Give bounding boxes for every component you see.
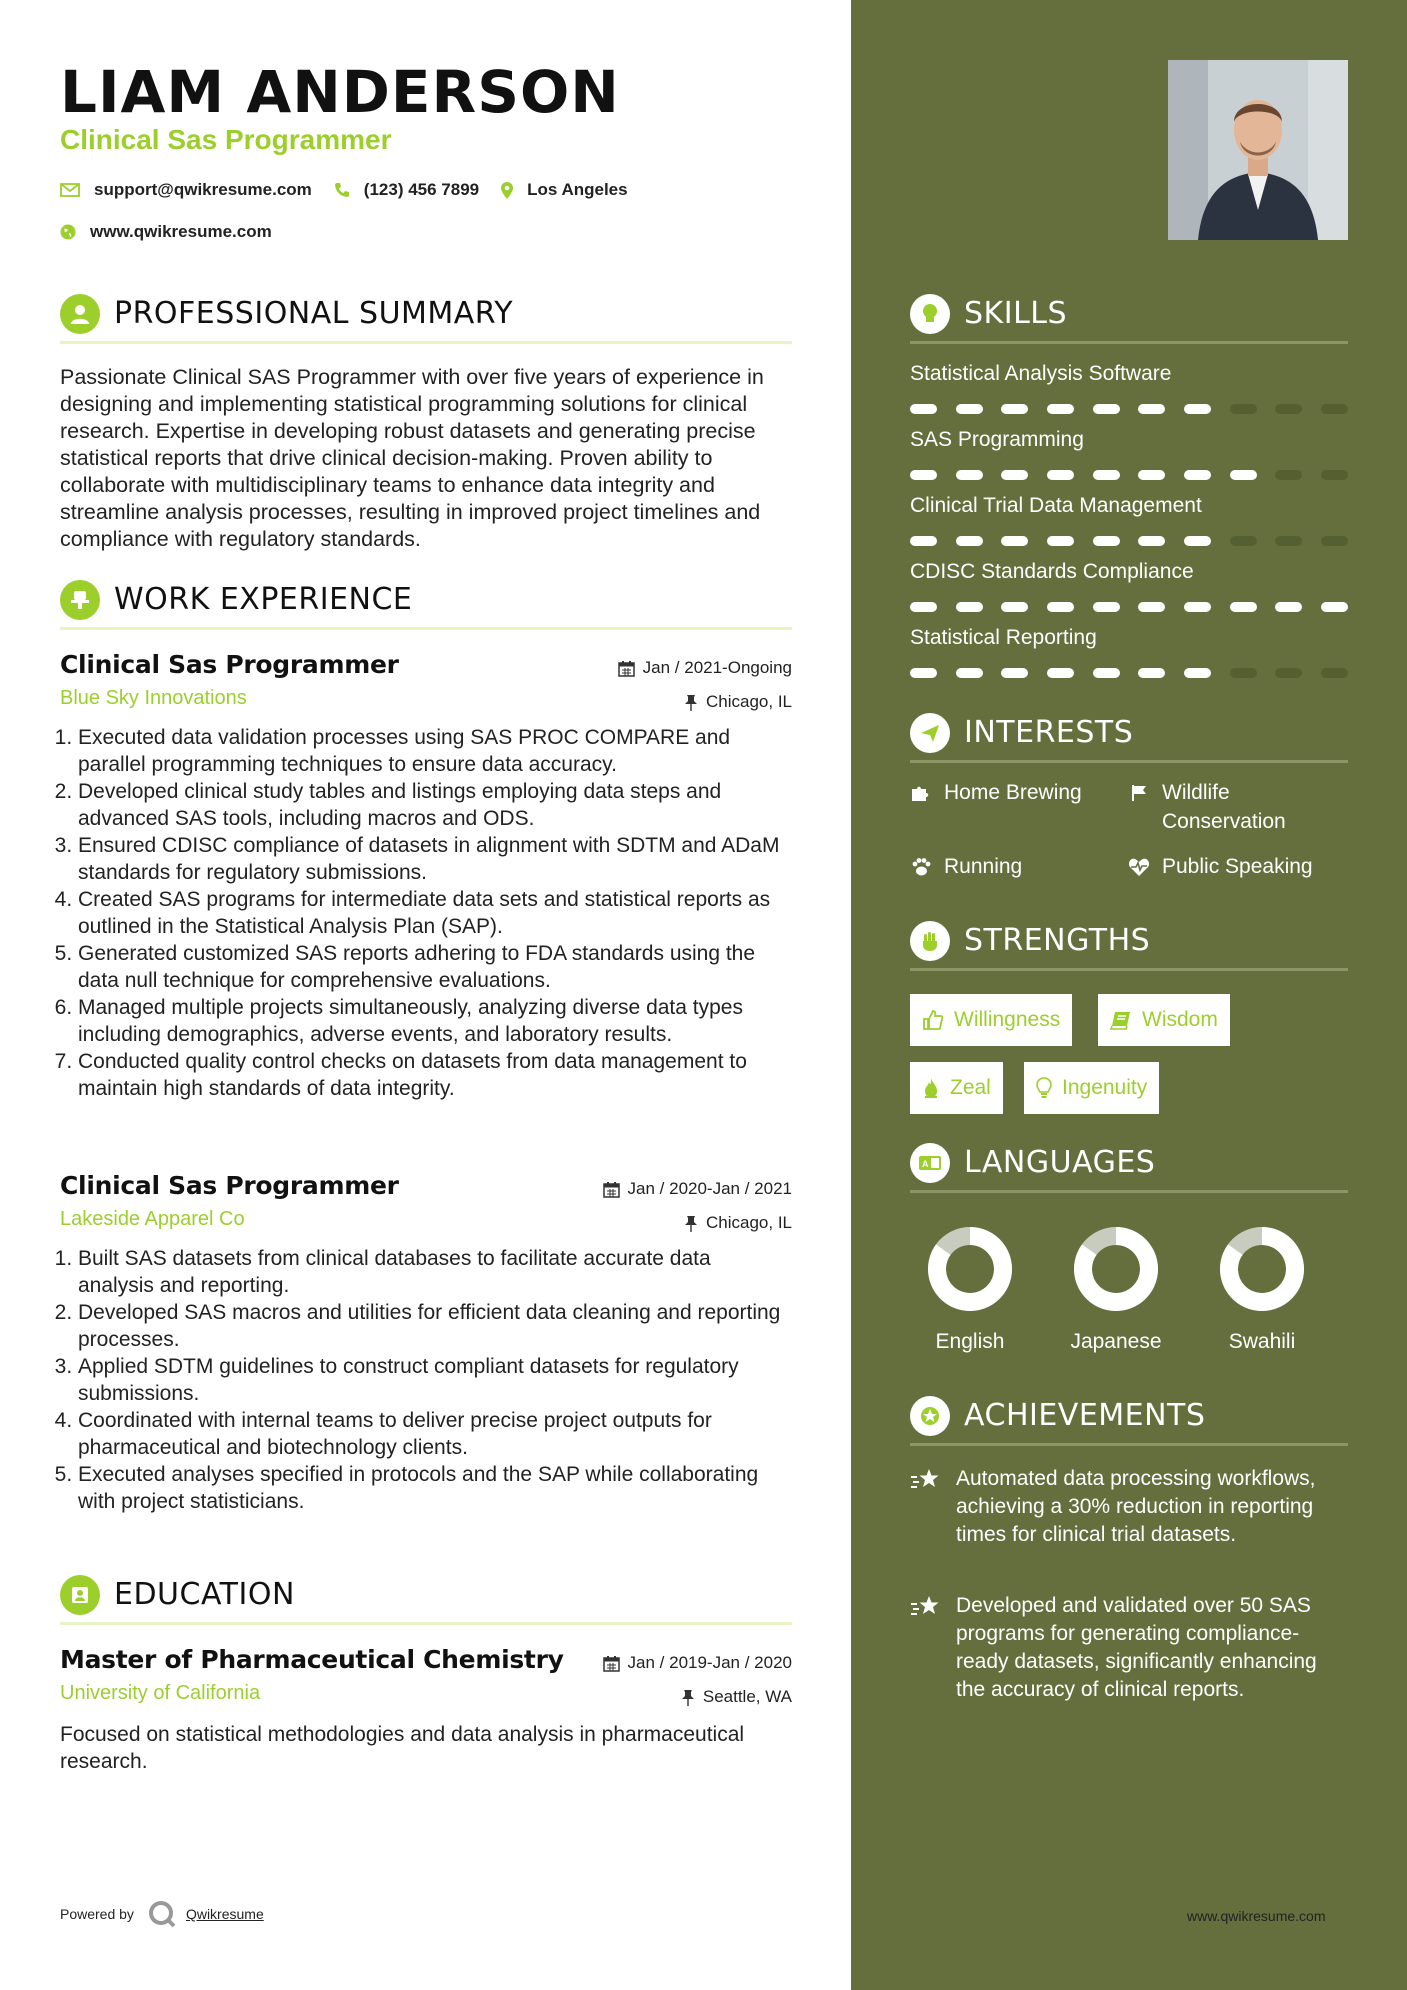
job-date: Jan / 2020-Jan / 2021	[603, 1179, 792, 1199]
summary-title: PROFESSIONAL SUMMARY	[114, 296, 514, 331]
footer-powered-by: Powered by Qwikresume	[60, 1900, 264, 1928]
skill-level-bar	[910, 404, 1348, 414]
pushpin-icon	[684, 694, 698, 711]
skill-item	[910, 494, 1348, 546]
skill-dash	[1275, 668, 1302, 678]
skill-dash	[1138, 668, 1165, 678]
list-item: 6. Managed multiple projects simultaneously, analyzing diverse data types including demographics, adverse events, and laboratory results.	[78, 994, 792, 1048]
language-icon	[910, 1143, 950, 1183]
achievements-section-header	[910, 1396, 1348, 1446]
lightbulb-icon	[1036, 1077, 1052, 1099]
language-item	[1202, 1226, 1322, 1354]
skill-name: Clinical Trial Data Management	[910, 494, 1202, 517]
education-description: Focused on statistical methodologies and data analysis in pharmaceutical research.	[60, 1723, 745, 1773]
candidate-role: Clinical Sas Programmer	[60, 124, 392, 155]
envelope-icon	[60, 183, 80, 197]
skill-name: CDISC Standards Compliance	[910, 560, 1194, 583]
pushpin-icon	[684, 1215, 698, 1232]
job-company: Lakeside Apparel Co	[60, 1208, 245, 1230]
job-entry-2	[60, 1171, 792, 1515]
skill-dash	[956, 668, 983, 678]
job-bullets	[60, 724, 792, 1102]
paw-icon	[910, 857, 932, 877]
location-text: Los Angeles	[527, 180, 628, 199]
skill-level-bar	[910, 668, 1348, 678]
achievement-item: Developed and validated over 50 SAS programs for generating compliance-ready datasets, significantly enhancing the accuracy of clinical reports.	[910, 1592, 1348, 1704]
skill-dash	[1275, 536, 1302, 546]
list-item: 1. Executed data validation processes using SAS PROC COMPARE and parallel programming techniques to ensure data accuracy.	[78, 724, 792, 778]
school-name: University of California	[60, 1682, 261, 1704]
phone-icon	[334, 182, 350, 198]
skill-dash	[1093, 602, 1120, 612]
job-entry-1	[60, 650, 792, 1102]
skill-dash	[910, 536, 937, 546]
skill-dash	[1275, 404, 1302, 414]
skill-dash	[1275, 602, 1302, 612]
skill-dash	[956, 602, 983, 612]
skill-dash	[1230, 470, 1257, 480]
list-item: 4. Coordinated with internal teams to deliver precise project outputs for pharmaceutical and biotechnology clients.	[78, 1407, 792, 1461]
map-pin-icon	[501, 182, 513, 199]
skill-dash	[1001, 404, 1028, 414]
job-date: Jan / 2021-Ongoing	[618, 658, 792, 678]
skill-dash	[1321, 404, 1348, 414]
skill-dash	[1093, 668, 1120, 678]
education-entry	[60, 1645, 792, 1775]
skill-dash	[1001, 536, 1028, 546]
languages-section-header	[910, 1143, 1348, 1193]
summary-text: Passionate Clinical SAS Programmer with over five years of experience in designing and implementing statistical programming solutions for clinical research. Expertise in developing robust datasets and generating precise statistical reports that drive clinical decision-making. Proven ability to collaborate with multidisciplinary teams to enhance data integrity and streamline analysis processes, resulting in improved project timelines and compliance with regulatory standards.	[60, 365, 764, 551]
calendar-icon	[603, 1181, 620, 1198]
skill-dash	[1230, 602, 1257, 612]
strength-tag: Willingness	[910, 994, 1072, 1046]
skill-item	[910, 560, 1348, 612]
shooting-star-icon	[910, 1594, 942, 1620]
language-level-ring	[927, 1226, 1013, 1312]
language-label: Japanese	[1070, 1330, 1162, 1353]
skills-title: SKILLS	[964, 296, 1068, 331]
skill-dash	[1001, 470, 1028, 480]
profile-photo	[1168, 60, 1348, 240]
svg-text:A: A	[922, 1159, 929, 1169]
calendar-icon	[618, 660, 635, 677]
list-item: 5. Generated customized SAS reports adhering to FDA standards using the data null technique for comprehensive evaluations.	[78, 940, 792, 994]
contact-email[interactable]	[60, 180, 312, 200]
skill-dash	[1230, 536, 1257, 546]
skill-dash	[1321, 668, 1348, 678]
list-item: 3. Applied SDTM guidelines to construct compliant datasets for regulatory submissions.	[78, 1353, 792, 1407]
interests-section-header	[910, 713, 1348, 763]
list-item: 2. Developed clinical study tables and listings employing data steps and advanced SAS tools, including macros and ODS.	[78, 778, 792, 832]
website-text: www.qwikresume.com	[90, 222, 272, 241]
skill-dash	[1093, 470, 1120, 480]
email-text: support@qwikresume.com	[94, 180, 312, 199]
education-title: EDUCATION	[114, 1577, 295, 1612]
skill-dash	[1321, 602, 1348, 612]
list-item: 2. Developed SAS macros and utilities for efficient data cleaning and reporting processes.	[78, 1299, 792, 1353]
skill-dash	[956, 536, 983, 546]
experience-title: WORK EXPERIENCE	[114, 582, 413, 617]
degree-title: Master of Pharmaceutical Chemistry	[60, 1645, 564, 1674]
contact-row-2	[60, 222, 294, 242]
heartbeat-icon	[1128, 857, 1150, 877]
interest-item: Public Speaking	[1128, 852, 1313, 881]
skill-dash	[910, 404, 937, 414]
skill-dash	[1184, 602, 1211, 612]
skill-dash	[1138, 404, 1165, 414]
skill-dash	[1184, 404, 1211, 414]
skills-section-header	[910, 294, 1348, 344]
skill-dash	[1047, 536, 1074, 546]
skill-dash	[956, 404, 983, 414]
skill-dash	[1001, 668, 1028, 678]
skill-item	[910, 428, 1348, 480]
experience-section-header	[60, 580, 792, 630]
candidate-name: LIAM ANDERSON	[60, 58, 620, 126]
interest-item: Wildlife Conservation	[1128, 778, 1348, 836]
qwikresume-logo-icon	[148, 1900, 176, 1928]
skill-dash	[1001, 602, 1028, 612]
skill-dash	[1138, 470, 1165, 480]
languages-title: LANGUAGES	[964, 1145, 1156, 1180]
contact-website[interactable]	[60, 222, 272, 242]
skill-dash	[1230, 404, 1257, 414]
skill-item	[910, 626, 1348, 678]
skill-level-bar	[910, 470, 1348, 480]
graduation-icon	[60, 1575, 100, 1615]
language-level-ring	[1219, 1226, 1305, 1312]
skill-dash	[1184, 470, 1211, 480]
strengths-section-header	[910, 921, 1348, 971]
list-item: 5. Executed analyses specified in protocols and the SAP while collaborating with project statisticians.	[78, 1461, 792, 1515]
calendar-icon	[603, 1655, 620, 1672]
skill-dash	[1093, 536, 1120, 546]
summary-section-header	[60, 294, 792, 344]
skill-name: Statistical Analysis Software	[910, 362, 1172, 385]
footer-site[interactable]: www.qwikresume.com	[1187, 1908, 1326, 1924]
briefcase-icon	[60, 580, 100, 620]
star-badge-icon	[910, 1396, 950, 1436]
skill-name: Statistical Reporting	[910, 626, 1097, 649]
skill-level-bar	[910, 602, 1348, 612]
skill-dash	[910, 602, 937, 612]
hand-icon	[910, 921, 950, 961]
skill-level-bar	[910, 536, 1348, 546]
language-item	[1056, 1226, 1176, 1354]
education-date: Jan / 2019-Jan / 2020	[603, 1653, 792, 1673]
skill-dash	[1138, 602, 1165, 612]
skill-dash	[1321, 536, 1348, 546]
thumbs-up-icon	[922, 1009, 944, 1031]
skill-name: SAS Programming	[910, 428, 1084, 451]
strength-tag: Wisdom	[1098, 994, 1230, 1046]
job-title: Clinical Sas Programmer	[60, 1171, 399, 1200]
language-item	[910, 1226, 1030, 1354]
fire-icon	[922, 1077, 940, 1099]
job-company: Blue Sky Innovations	[60, 687, 247, 709]
interest-item: Running	[910, 852, 1022, 881]
skill-dash	[1230, 668, 1257, 678]
skill-dash	[1047, 470, 1074, 480]
contact-row-1	[60, 180, 650, 200]
shooting-star-icon	[910, 1467, 942, 1493]
brand-link[interactable]: Qwikresume	[185, 1906, 264, 1922]
language-label: English	[935, 1330, 1005, 1353]
skill-dash	[1184, 668, 1211, 678]
lightbulb-icon	[910, 294, 950, 334]
skill-dash	[1275, 470, 1302, 480]
skill-dash	[1047, 602, 1074, 612]
user-icon	[60, 294, 100, 334]
pushpin-icon	[681, 1689, 695, 1706]
skill-dash	[1184, 536, 1211, 546]
skill-dash	[910, 470, 937, 480]
phone-text: (123) 456 7899	[363, 180, 480, 199]
puzzle-icon	[910, 783, 932, 803]
achievements-title: ACHIEVEMENTS	[964, 1398, 1206, 1433]
job-location: Chicago, IL	[684, 1213, 792, 1233]
skill-item	[910, 362, 1348, 414]
skill-dash	[956, 470, 983, 480]
strength-tag: Ingenuity	[1024, 1062, 1159, 1114]
flag-icon	[1128, 783, 1150, 803]
strength-tag: Zeal	[910, 1062, 1003, 1114]
contact-phone[interactable]	[334, 180, 479, 200]
skill-dash	[910, 668, 937, 678]
interest-item: Home Brewing	[910, 778, 1082, 807]
interests-title: INTERESTS	[964, 715, 1134, 750]
job-bullets	[60, 1245, 792, 1515]
job-location: Chicago, IL	[684, 692, 792, 712]
list-item: 7. Conducted quality control checks on datasets from data management to maintain high standards of data integrity.	[78, 1048, 792, 1102]
job-title: Clinical Sas Programmer	[60, 650, 399, 679]
contact-location	[501, 180, 627, 200]
list-item: 4. Created SAS programs for intermediate data sets and statistical reports as outlined in the Statistical Analysis Plan (SAP).	[78, 886, 792, 940]
education-location: Seattle, WA	[681, 1687, 792, 1707]
education-section-header	[60, 1575, 792, 1625]
paper-plane-icon	[910, 713, 950, 753]
achievement-item: Automated data processing workflows, achieving a 30% reduction in reporting times for clinical trial datasets.	[910, 1465, 1348, 1549]
language-level-ring	[1073, 1226, 1159, 1312]
skill-dash	[1321, 470, 1348, 480]
skill-dash	[1093, 404, 1120, 414]
skill-dash	[1047, 404, 1074, 414]
language-label: Swahili	[1228, 1330, 1296, 1353]
globe-icon	[60, 224, 76, 240]
list-item: 1. Built SAS datasets from clinical databases to facilitate accurate data analysis and reporting.	[78, 1245, 792, 1299]
book-icon	[1110, 1010, 1132, 1030]
strengths-title: STRENGTHS	[964, 923, 1151, 958]
skill-dash	[1047, 668, 1074, 678]
list-item: 3. Ensured CDISC compliance of datasets in alignment with SDTM and ADaM standards for regulatory submissions.	[78, 832, 792, 886]
skill-dash	[1138, 536, 1165, 546]
